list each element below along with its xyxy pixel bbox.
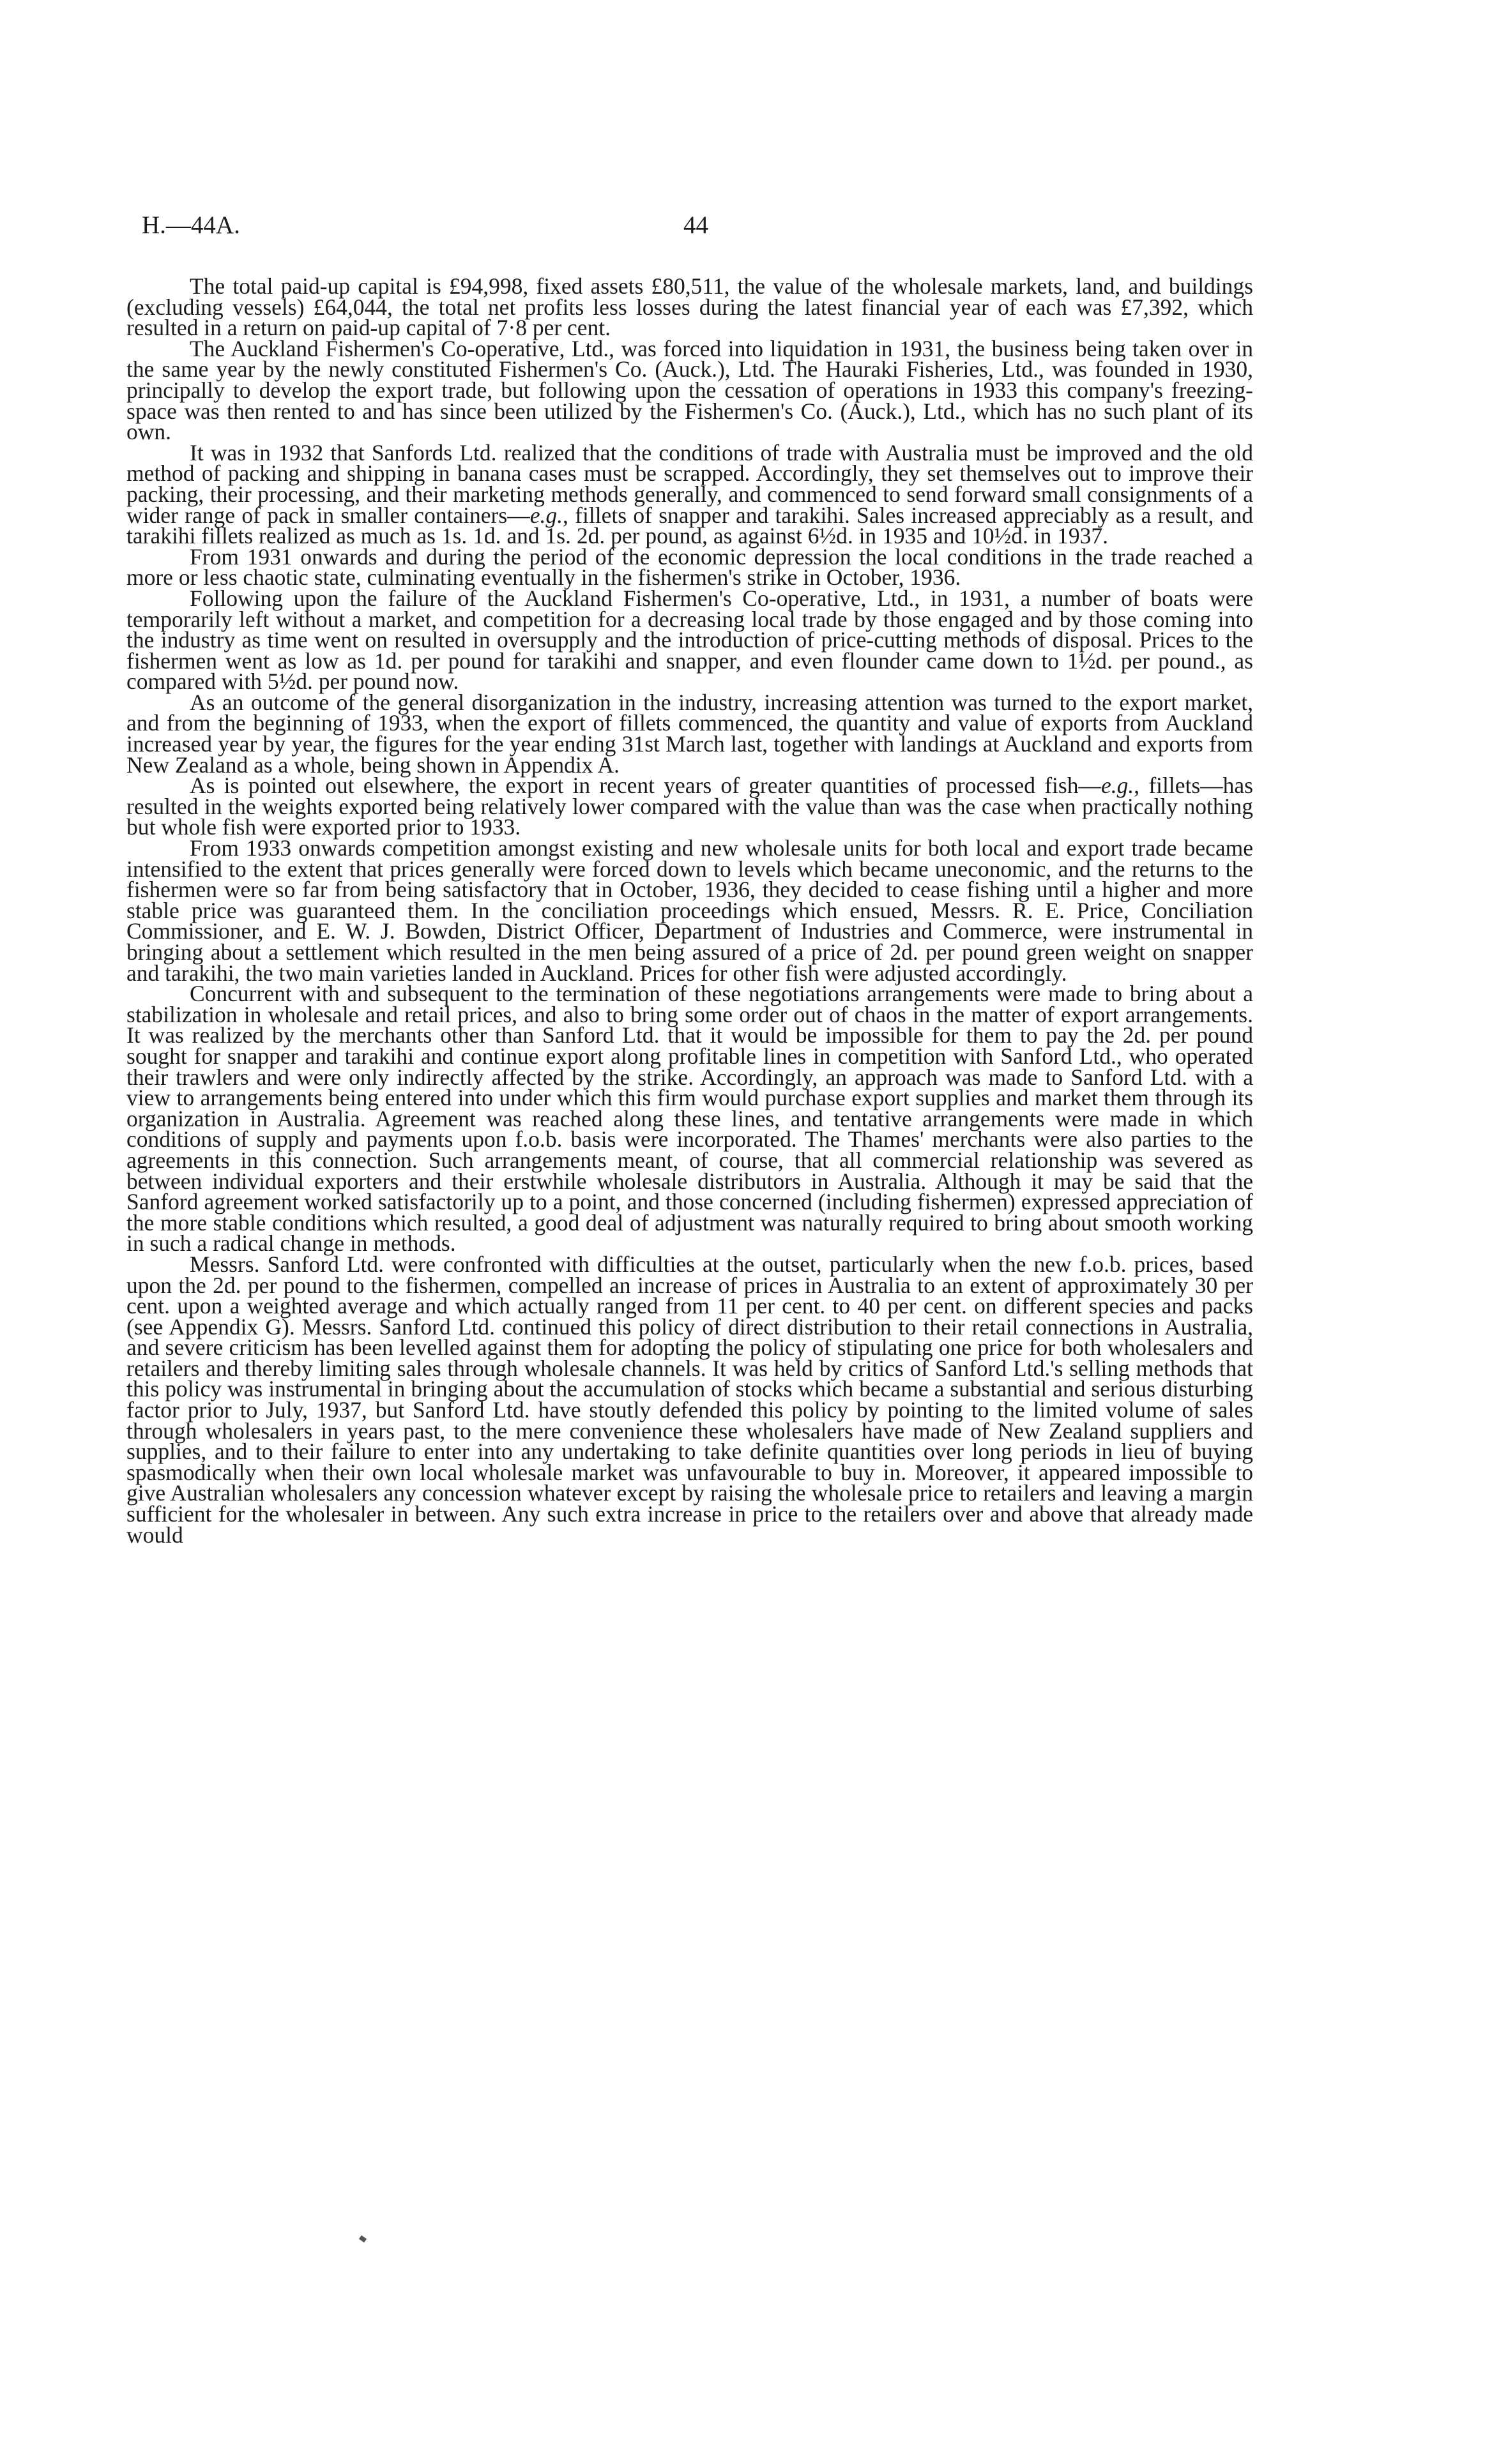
paragraph-sanford-difficulties: Messrs. Sanford Ltd. were confronted with difficulties at the outset, particularly when the new f.o.b. prices, based upon the 2d. per pound to the fishermen, compelled an increase of prices in Australia to an extent of approximately 30 per cent. upon a weighted average and which actually ranged from 11 per cent. to 40 per cent. on different species and packs (see Appendix G). Messrs. Sanford Ltd. continued this policy of direct distribution to their retail connections in Australia, and severe criticism has been levelled against them for adopting the policy of stipulating one price for both wholesalers and retailers and thereby limiting sales through wholesale channels. It was held by critics of Sanford Ltd.'s selling methods that this policy was instrumental in bringing about the accumulation of stocks which became a substantial and serious disturbing factor prior to July, 1937, but Sanford Ltd. have stoutly defended this policy by pointing to the limited volume of sales through wholesalers in years past, to the mere convenience these wholesalers have made of New Zealand suppliers and supplies, and to their failure to enter into any undertaking to take definite quantities over long periods in lieu of buying spasmodically when their own local wholesale market was unfavourable to buy in. Moreover, it appeared impossible to give Australian wholesalers any concession whatever except by raising the wholesale price to retailers and leaving a margin sufficient for the wholesaler in between. Any such extra increase in price to the retailers over and above that already made would <box>126 1251 1253 1548</box>
page-number: 44 <box>683 211 708 239</box>
paragraph-text: , fillets—has resulted in the weights exported being relatively lower compared with the value than was the case when practically nothing but whole fish were exported prior to 1933. <box>126 773 1253 840</box>
italic-eg: e.g. <box>1100 773 1134 799</box>
paragraph-capital: The total paid-up capital is £94,998, fixed assets £80,511, the value of the wholesale markets, land, and buildings (excluding vessels) £64,044, the total net profits less losses during the latest financial year of each was £7,392, which resulted in a return on paid-up capital of 7·8 per cent. <box>126 273 1253 341</box>
paragraph-cooperative-liquidation: The Auckland Fishermen's Co-operative, Ltd., was forced into liquidation in 1931, the business being taken over in the same year by the newly constituted Fishermen's Co. (Auck.), Ltd. The Hauraki Fisheries, Ltd., was founded in 1930, principally to develop the export trade, but following upon the cessation of operations in 1933 this company's freezing-space was then rented to and has since been utilized by the Fishermen's Co. (Auck.), Ltd., which has no such plant of its own. <box>126 335 1253 445</box>
paragraph-competition-strike: From 1933 onwards competition amongst existing and new wholesale units for both local and export trade became intensified to the extent that prices generally were forced down to levels which became uneconomic, and the returns to the fishermen were so far from being satisfactory that in October, 1936, they decided to cease fishing until a higher and more stable price was guaranteed them. In the conciliation proceedings which ensued, Messrs. R. E. Price, Conciliation Commissioner, and E. W. J. Bowden, District Officer, Department of Industries and Commerce, were instrumental in bringing about a settlement which resulted in the men being assured of a price of 2d. per pound green weight on snapper and tarakihi, the two main varieties landed in Auckland. Prices for other fish were adjusted accordingly. <box>126 835 1253 986</box>
paragraph-sanfords-packing <box>126 439 1253 549</box>
paragraph-text: It was in 1932 that Sanfords Ltd. realized that the conditions of trade with Australia must be improved and the old method of packing and shipping in banana cases must be scrapped. Accordingly, they set themselves out to improve their packing, their processing, and their marketing methods generally, and commenced to send forward small consignments of a wider range of pack in smaller containers— <box>126 439 1253 528</box>
paragraph-text: , fillets of snapper and tarakihi. Sales increased appreciably as a result, and tarakihi fillets realized as much as 1s. 1d. and 1s. 2d. per pound, as against 6½d. in 1935 and 10½d. in 1937. <box>126 502 1253 549</box>
paragraph-price-cutting: Following upon the failure of the Auckland Fishermen's Co-operative, Ltd., in 1931, a number of boats were temporarily left without a market, and competition for a decreasing local trade by those engaged and by those coming into the industry as time went on resulted in oversupply and the introduction of price-cutting methods of disposal. Prices to the fishermen went as low as 1d. per pound for tarakihi and snapper, and even flounder came down to 1½d. per pound., as compared with 5½d. per pound now. <box>126 585 1253 695</box>
paragraph-text: As is pointed out elsewhere, the export in recent years of greater quantities of processed fish— <box>190 773 1101 799</box>
paragraph-depression: From 1931 onwards and during the period of the economic depression the local conditions in the trade reached a more or less chaotic state, culminating eventually in the fishermen's strike in October, 1936. <box>126 543 1253 591</box>
body-text <box>126 273 1253 1548</box>
paragraph-export-market: As an outcome of the general disorganization in the industry, increasing attention was turned to the export market, and from the beginning of 1933, when the export of fillets commenced, the quantity and value of exports from Auckland increased year by year, the figures for the year ending 31st March last, together with landings at Auckland and exports from New Zealand as a whole, being shown in Appendix A. <box>126 689 1253 778</box>
paragraph-processed-fish <box>126 775 1253 838</box>
stray-ink-mark <box>359 2235 367 2242</box>
italic-eg: e.g. <box>529 502 563 528</box>
document-code: H.—44A. <box>142 211 240 239</box>
page-header <box>142 211 1253 249</box>
paragraph-stabilization: Concurrent with and subsequent to the termination of these negotiations arrangements were made to bring about a stabilization in wholesale and retail prices, and also to bring some order out of chaos in the matter of export arrangements. It was realized by the merchants other than Sanford Ltd. that it would be impossible for them to pay the 2d. per pound sought for snapper and tarakihi and continue export along profitable lines in competition with Sanford Ltd., who operated their trawlers and were only indirectly affected by the strike. Accordingly, an approach was made to Sanford Ltd. with a view to arrangements being entered into under which this firm would purchase export supplies and market them through its organization in Australia. Agreement was reached along these lines, and tentative arrangements were made in which conditions of supply and payments upon f.o.b. basis were incorporated. The Thames' merchants were also parties to the agreements in this connection. Such arrangements meant, of course, that all commercial relationship was severed as between individual exporters and their erstwhile wholesale distributors in Australia. Although it may be said that the Sanford agreement worked satisfactorily up to a point, and those concerned (including fishermen) expressed appreciation of the more stable conditions which resulted, a good deal of adjustment was naturally required to bring about smooth working in such a radical change in methods. <box>126 981 1253 1257</box>
